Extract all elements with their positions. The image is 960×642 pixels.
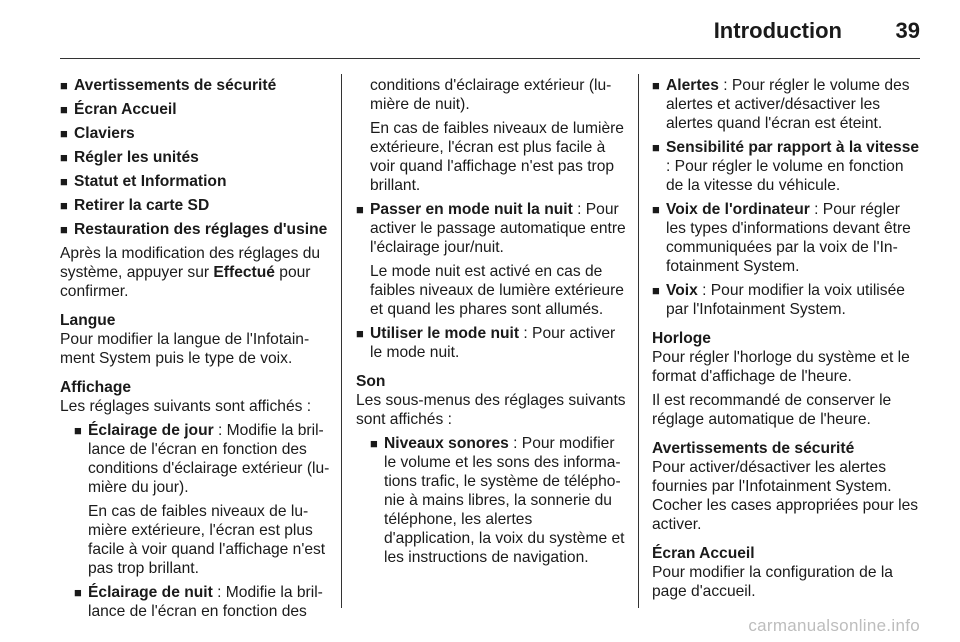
list-item: ■ Avertissements de sécurité xyxy=(60,77,277,94)
paragraph: conditions d'éclairage extérieur (lumière de nuit). xyxy=(370,77,612,113)
list-item: ■ Écran Accueil xyxy=(60,101,177,118)
column-1 xyxy=(60,76,332,626)
list-item: ■ Restauration des réglages d'usine xyxy=(60,221,328,238)
column-3 xyxy=(652,76,924,606)
bullet-square-icon: ■ xyxy=(370,436,378,451)
list-item: ■ Voix de l'ordinateur : Pour régler les types d'informations devant être communiquées par la voix de l'Infotainment System. xyxy=(652,201,911,275)
page-title: Introduction xyxy=(713,18,842,43)
bullet-square-icon: ■ xyxy=(60,126,68,141)
bullet-square-icon: ■ xyxy=(74,585,82,600)
bullet-square-icon: ■ xyxy=(60,102,68,117)
column-2 xyxy=(356,76,626,572)
section-ecran-accueil: Écran Accueil Pour modifier la configuration de la page d'accueil. xyxy=(652,544,924,601)
column-divider-2 xyxy=(638,74,639,608)
section-heading: Avertissements de sécurité xyxy=(652,440,855,457)
section-avertissements: Avertissements de sécurité Pour activer/désactiver les alertes fournies par l'Infotainment System. Cocher les cases appropriées pour les activer. xyxy=(652,439,924,534)
bullet-square-icon: ■ xyxy=(356,326,364,341)
bullet-square-icon: ■ xyxy=(652,140,660,155)
list-item: ■ Statut et Information xyxy=(60,173,227,190)
section-affichage: Affichage Les réglages suivants sont affichés : xyxy=(60,378,332,416)
list-item: ■ Alertes : Pour régler le volume des alertes et activer/désactiver les alertes quand l'écran est éteint. xyxy=(652,77,910,132)
section-horloge: Horloge Pour régler l'horloge du système et le format d'affichage de l'heure. xyxy=(652,329,924,386)
paragraph: En cas de faibles niveaux de lumière extérieure, l'écran est plus facile à voir quand l'affichage n'est pas trop brillant. xyxy=(370,120,624,194)
bullet-square-icon: ■ xyxy=(60,150,68,165)
header-divider xyxy=(60,58,920,59)
list-item: ■ Utiliser le mode nuit : Pour activer le mode nuit. xyxy=(356,325,616,361)
watermark: carmanualsonline.info xyxy=(748,616,920,635)
section-langue: Langue Pour modifier la langue de l'Infotainment System puis le type de voix. xyxy=(60,311,332,368)
bullet-square-icon: ■ xyxy=(60,222,68,237)
list-item: ■ Retirer la carte SD xyxy=(60,197,210,214)
list-item: ■ Régler les unités xyxy=(60,149,199,166)
list-item: ■ Éclairage de jour : Modifie la brillance de l'écran en fonction des conditions d'éclairage extérieur (lumière du jour). xyxy=(74,422,330,496)
list-item: ■ Niveaux sonores : Pour modifier le volume et les sons des informations trafic, le système de téléphonie à mains libres, la sonnerie du téléphone, les alertes d'application, la voix du système et les instructions de navigation. xyxy=(370,435,625,566)
bullet-square-icon: ■ xyxy=(652,283,660,298)
bullet-square-icon: ■ xyxy=(60,174,68,189)
bullet-square-icon: ■ xyxy=(60,198,68,213)
list-item: ■ Voix : Pour modifier la voix utilisée par l'Infotainment System. xyxy=(652,282,905,318)
paragraph: En cas de faibles niveaux de lumière extérieure, l'écran est plus facile à voir quand l'affichage n'est pas trop brillant. xyxy=(88,503,326,577)
section-heading: Écran Accueil xyxy=(652,545,755,562)
list-item: ■ Claviers xyxy=(60,125,135,142)
section-heading: Son xyxy=(356,373,386,390)
page-number: 39 xyxy=(895,18,920,43)
list-item: ■ Passer en mode nuit la nuit : Pour activer le passage automatique entre l'éclairage jour/nuit. xyxy=(356,201,626,256)
bullet-square-icon: ■ xyxy=(60,78,68,93)
bullet-square-icon: ■ xyxy=(652,202,660,217)
section-heading: Langue xyxy=(60,312,116,329)
section-heading: Horloge xyxy=(652,330,711,347)
paragraph: Le mode nuit est activé en cas de faibles niveaux de lumière extérieure et quand les phares sont allumés. xyxy=(370,263,624,318)
bullet-square-icon: ■ xyxy=(652,78,660,93)
bullet-square-icon: ■ xyxy=(356,202,364,217)
paragraph: Après la modification des réglages du système, appuyer sur Effectué pour confirmer. xyxy=(60,245,321,300)
list-item: ■ Éclairage de nuit : Modifie la brillance de l'écran en fonction des xyxy=(74,584,323,620)
column-divider-1 xyxy=(341,74,342,608)
list-item: ■ Sensibilité par rapport à la vitesse : Pour régler le volume en fonction de la vitesse du véhicule. xyxy=(652,139,920,194)
bullet-square-icon: ■ xyxy=(74,423,82,438)
section-son: Son Les sous-menus des réglages suivants sont affichés : xyxy=(356,373,626,428)
paragraph: Il est recommandé de conserver le réglage automatique de l'heure. xyxy=(652,392,892,428)
section-heading: Affichage xyxy=(60,379,132,396)
